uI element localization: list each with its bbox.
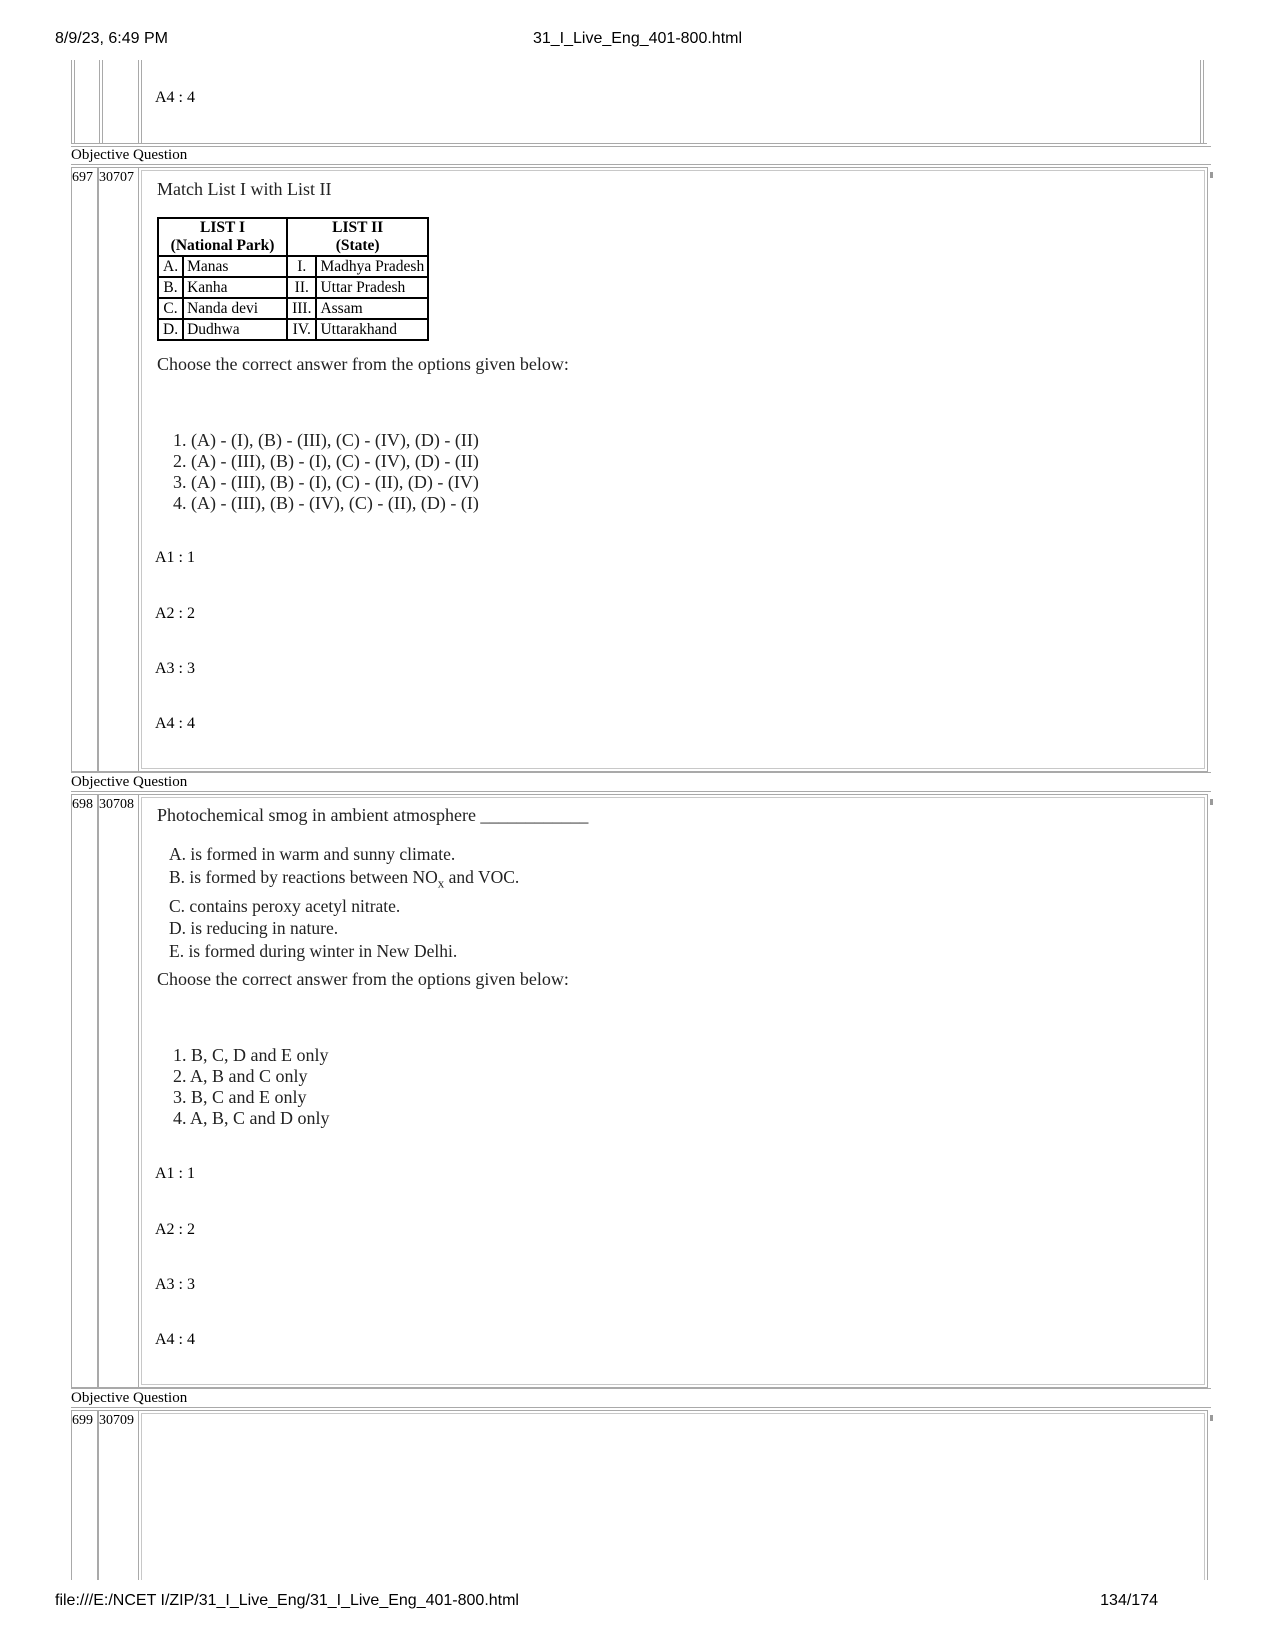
table-row: B. Kanha II. Uttar Pradesh <box>158 277 428 298</box>
qid-cell <box>97 167 139 772</box>
sno-cell <box>71 794 99 1388</box>
answer-2: A2 : 2 <box>155 1221 195 1238</box>
qid-cell <box>97 1410 139 1580</box>
table-row: C. Nanda devi III. Assam <box>158 298 428 319</box>
question-instruction: Choose the correct answer from the options given below: <box>157 354 569 374</box>
question-id: 30709 <box>99 1413 134 1428</box>
option-2: 2. (A) - (III), (B) - (I), (C) - (IV), (D) - (II) <box>173 451 479 471</box>
option-1: 1. (A) - (I), (B) - (III), (C) - (IV), (D) - (II) <box>173 430 479 450</box>
scroll-indicator-icon <box>1210 1415 1213 1421</box>
option-4: 4. A, B, C and D only <box>173 1108 330 1128</box>
statement-a: A. is formed in warm and sunny climate. <box>169 844 456 864</box>
scroll-indicator-icon <box>1210 172 1213 178</box>
question-stem: Match List I with List II <box>157 179 332 199</box>
answer-1: A1 : 1 <box>155 549 195 566</box>
table-row: A. Manas I. Madhya Pradesh <box>158 256 428 277</box>
options-list <box>173 430 479 514</box>
sno-cell <box>71 167 99 772</box>
answer-2: A2 : 2 <box>155 605 195 622</box>
question-type-label: Objective Question <box>71 1390 188 1406</box>
question-type-label: Objective Question <box>71 147 188 163</box>
option-1: 1. B, C, D and E only <box>173 1045 329 1065</box>
statement-e: E. is formed during winter in New Delhi. <box>169 940 458 961</box>
answer-1: A1 : 1 <box>155 1165 195 1182</box>
table-row: D. Dudhwa IV. Uttarakhand <box>158 319 428 340</box>
question-id: 30708 <box>99 797 134 812</box>
answer-3: A3 : 3 <box>155 1276 195 1293</box>
options-list <box>173 1045 330 1129</box>
match-list-table <box>157 217 429 341</box>
question-instruction: Choose the correct answer from the options given below: <box>157 969 569 989</box>
answer-4: A4 : 4 <box>155 1331 195 1348</box>
sno-cell <box>71 1410 99 1580</box>
statement-c: C. contains peroxy acetyl nitrate. <box>169 895 401 916</box>
question-id: 30707 <box>99 170 134 185</box>
prev-answer-4: A4 : 4 <box>155 89 195 106</box>
print-datetime: 8/9/23, 6:49 PM <box>55 30 168 47</box>
option-2: 2. A, B and C only <box>173 1066 308 1086</box>
print-header <box>0 30 1275 52</box>
answer-4: A4 : 4 <box>155 715 195 732</box>
list1-header: LIST I (National Park) <box>158 218 287 256</box>
option-3: 3. B, C and E only <box>173 1087 307 1107</box>
answer-3: A3 : 3 <box>155 660 195 677</box>
print-file-url: file:///E:/NCET I/ZIP/31_I_Live_Eng/31_I_Live_Eng_401-800.html <box>55 1592 519 1609</box>
question-stem: Photochemical smog in ambient atmosphere ____________ <box>157 805 589 825</box>
print-footer <box>0 1592 1275 1614</box>
question-sno: 697 <box>72 170 93 185</box>
question-sno: 698 <box>72 797 93 812</box>
statement-b: B. is formed by reactions between $NO_x$ and VOC. <box>169 866 520 890</box>
question-type-label: Objective Question <box>71 774 188 790</box>
print-page-number: 134/174 <box>1100 1592 1158 1609</box>
statements-list <box>169 843 519 962</box>
question-sno: 699 <box>72 1413 93 1428</box>
list2-header: LIST II (State) <box>287 218 428 256</box>
qid-cell <box>97 794 139 1388</box>
document-body <box>71 60 1211 1580</box>
statement-d: D. is reducing in nature. <box>169 918 339 938</box>
print-document-title: 31_I_Live_Eng_401-800.html <box>532 30 743 47</box>
scroll-indicator-icon <box>1210 799 1213 805</box>
option-3: 3. (A) - (III), (B) - (I), (C) - (II), (D) - (IV) <box>173 472 479 492</box>
option-4: 4. (A) - (III), (B) - (IV), (C) - (II), (D) - (I) <box>173 493 479 513</box>
